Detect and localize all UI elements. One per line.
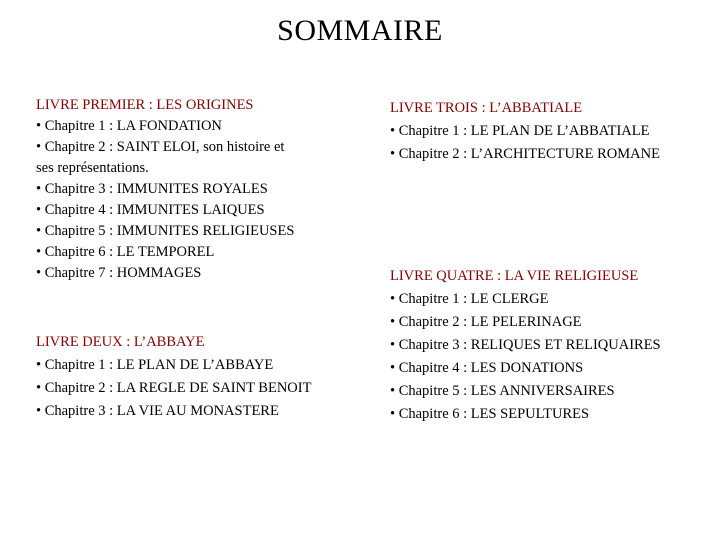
chapter-item: • Chapitre 2 : SAINT ELOI, son histoire et xyxy=(36,139,285,155)
chapter-item: • Chapitre 6 : LE TEMPOREL xyxy=(36,244,215,260)
livre-premier-heading: LIVRE PREMIER : LES ORIGINES xyxy=(36,97,254,113)
livre-trois-section xyxy=(390,97,660,166)
livre-deux-section xyxy=(36,331,311,423)
chapter-item: • Chapitre 3 : RELIQUES ET RELIQUAIRES xyxy=(390,337,661,353)
chapter-item: • Chapitre 1 : LE CLERGE xyxy=(390,291,549,307)
chapter-item: • Chapitre 1 : LA FONDATION xyxy=(36,118,222,134)
chapter-item: • Chapitre 3 : IMMUNITES ROYALES xyxy=(36,181,268,197)
livre-quatre-heading: LIVRE QUATRE : LA VIE RELIGIEUSE xyxy=(390,268,639,284)
livre-premier-section xyxy=(36,95,294,284)
livre-trois-heading: LIVRE TROIS : L’ABBATIALE xyxy=(390,100,583,116)
chapter-item: • Chapitre 4 : LES DONATIONS xyxy=(390,360,584,376)
chapter-item: • Chapitre 1 : LE PLAN DE L’ABBAYE xyxy=(36,357,274,373)
chapter-item: • Chapitre 2 : L’ARCHITECTURE ROMANE xyxy=(390,146,660,162)
chapter-item: • Chapitre 6 : LES SEPULTURES xyxy=(390,406,590,422)
chapter-item: • Chapitre 5 : IMMUNITES RELIGIEUSES xyxy=(36,223,295,239)
page-title: SOMMAIRE xyxy=(277,14,443,47)
chapter-item: • Chapitre 5 : LES ANNIVERSAIRES xyxy=(390,383,615,399)
chapter-item: • Chapitre 4 : IMMUNITES LAIQUES xyxy=(36,202,265,218)
chapter-item-continuation: ses représentations. xyxy=(36,160,149,176)
chapter-item: • Chapitre 1 : LE PLAN DE L’ABBATIALE xyxy=(390,123,650,139)
livre-deux-heading: LIVRE DEUX : L’ABBAYE xyxy=(36,334,205,350)
chapter-item: • Chapitre 3 : LA VIE AU MONASTERE xyxy=(36,403,279,419)
chapter-item: • Chapitre 7 : HOMMAGES xyxy=(36,265,202,281)
chapter-item: • Chapitre 2 : LA REGLE DE SAINT BENOIT xyxy=(36,380,312,396)
chapter-item: • Chapitre 2 : LE PELERINAGE xyxy=(390,314,582,330)
livre-quatre-section xyxy=(390,265,661,426)
